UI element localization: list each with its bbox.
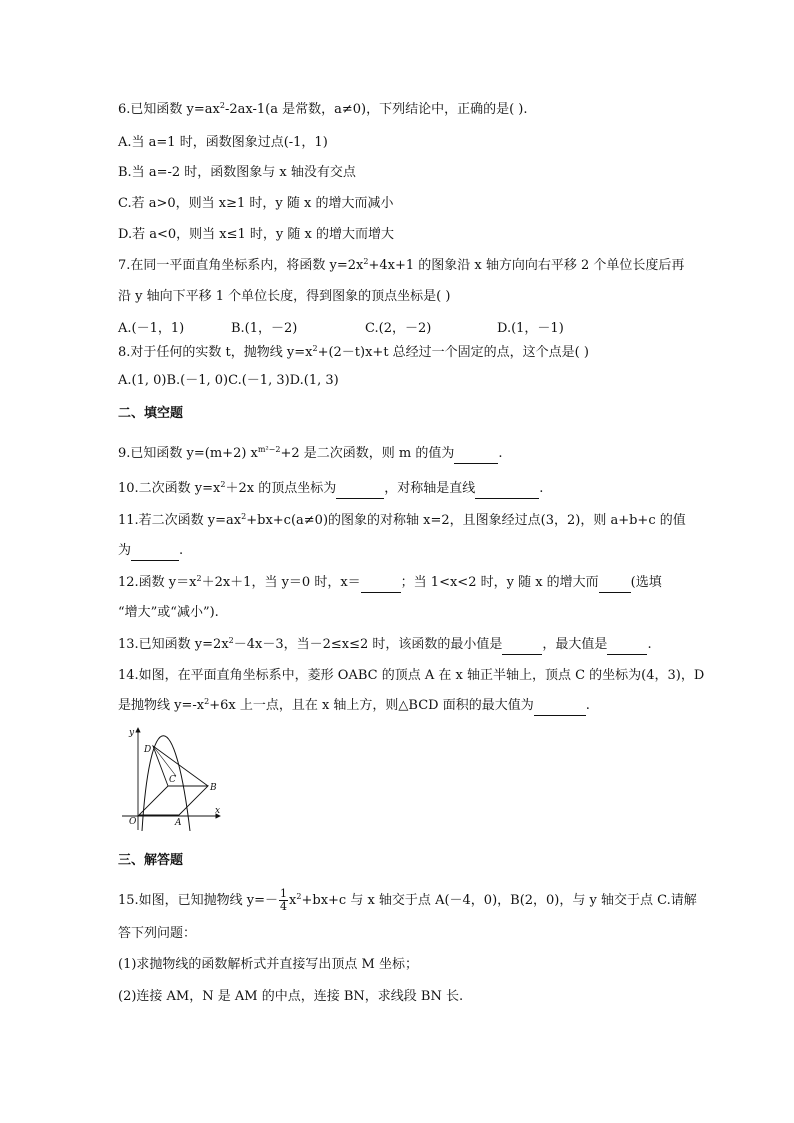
label-y: y xyxy=(129,728,135,738)
q10-vertex-blank[interactable] xyxy=(336,480,384,499)
label-o: O xyxy=(129,817,137,827)
fraction-one-quarter: $\frac{1}{4}$ xyxy=(280,887,288,913)
label-b: B xyxy=(210,783,217,793)
q11-answer-blank[interactable] xyxy=(131,542,179,561)
label-x: x xyxy=(215,806,221,816)
q14-stem-line1: 14.如图，在平面直角坐标系中，菱形 OABC 的顶点 A 在 x 轴正半轴上，顶点 C 的坐标为(4，3)，D xyxy=(118,668,705,683)
aux-line xyxy=(153,746,176,776)
q14-figure xyxy=(120,724,230,832)
section-fill-in-heading: 二、填空题 xyxy=(118,406,184,421)
q7-option-c: C.(2，－2) xyxy=(365,321,432,336)
q15-stem-line1: 15.如图，已知抛物线 y=－ $\frac{1}{4}$ $x^2+bx+c$ 与 x 轴交于点 A(－4，0)，B(2，0)，与 y 轴交于点 C.请解 xyxy=(118,887,697,913)
label-c: C xyxy=(169,775,176,785)
q7-stem-line2: 沿 y 轴向下平移 1 个单位长度，得到图象的顶点坐标是( ) xyxy=(118,289,451,304)
q6-option-b: B.当 a=-2 时，函数图象与 x 轴没有交点 xyxy=(118,165,356,180)
q7-option-b: B.(1，－2) xyxy=(231,321,298,336)
q6-option-c: C.若 a>0，则当 x≥1 时，y 随 x 的增大而减小 xyxy=(118,196,394,211)
triangle-bcd xyxy=(153,746,208,786)
q12-x-blank[interactable] xyxy=(361,574,401,593)
q8-options: A.(1, 0)B.(－1, 0)C.(－1, 3)D.(1, 3) xyxy=(118,373,339,388)
q8-stem: 8.对于任何的实数 t，抛物线 $y=x^2+(2-t)x+t$ 总经过一个固定的点，这个点是( ) xyxy=(118,344,589,360)
q13-min-blank[interactable] xyxy=(502,636,542,655)
q10-stem: 10.二次函数 $y=x^2+2x$ 的顶点坐标为 ，对称轴是直线 . xyxy=(118,480,543,499)
q13-max-blank[interactable] xyxy=(607,636,647,655)
section-answer-heading: 三、解答题 xyxy=(118,853,184,868)
q12-stem-line2: “增大”或“减小”). xyxy=(118,605,219,620)
q6-stem: 6.已知函数 $y=ax^2-2ax-1(a$ 是常数，a≠0)，下列结论中，正确的是( ). xyxy=(118,101,528,117)
q11-stem-line1: 11.若二次函数 $y=ax^2+bx+c(a\ne 0)$的图象的对称轴 x=2，且图象经过点(3，2)，则 a+b+c 的值 xyxy=(118,512,686,528)
q15-part2: (2)连接 AM，N 是 AM 的中点，连接 BN，求线段 BN 长. xyxy=(118,989,464,1004)
q6-option-a: A.当 a=1 时，函数图象过点(-1，1) xyxy=(118,135,328,150)
q6-option-d: D.若 a<0，则当 x≤1 时，y 随 x 的增大而增大 xyxy=(118,227,394,242)
q12-trend-blank[interactable] xyxy=(599,574,631,593)
q10-axis-blank[interactable] xyxy=(475,480,539,499)
rhombus-oabc xyxy=(139,786,208,815)
q14-answer-blank[interactable] xyxy=(534,697,586,716)
q14-stem-line2: 是抛物线 $y=-x^2+6x$ 上一点，且在 x 轴上方，则△BCD 面积的最大值为 . xyxy=(118,697,590,716)
q9-answer-blank[interactable] xyxy=(454,445,498,464)
q7-stem-line1: 7.在同一平面直角坐标系内，将函数 $y=2x^2+4x+1$ 的图象沿 x 轴方向向右平移 2 个单位长度后再 xyxy=(118,257,685,273)
q12-stem-line1: 12.函数 $y=x^2+2x+1$，当 y＝0 时，x＝ ；当 1<x<2 时，y 随 x 的增大而 (选填 xyxy=(118,574,662,593)
label-d: D xyxy=(144,745,152,755)
q7-option-a: A.(－1，1) xyxy=(118,321,185,336)
q11-stem-line2: 为 . xyxy=(118,542,183,561)
q13-stem: 13.已知函数 $y=2x^2-4x-3$，当－2≤x≤2 时，该函数的最小值是 ，最大值是 . xyxy=(118,636,652,655)
label-a: A xyxy=(175,818,182,828)
q9-stem: 9.已知函数 y=(m+2) $x^{m^2-2}+2$ 是二次函数，则 m 的值为 . xyxy=(118,445,503,464)
q15-stem-line2: 答下列问题： xyxy=(118,926,197,941)
q15-part1: (1)求抛物线的函数解析式并直接写出顶点 M 坐标； xyxy=(118,957,418,972)
q7-option-d: D.(1，－1) xyxy=(497,321,564,336)
